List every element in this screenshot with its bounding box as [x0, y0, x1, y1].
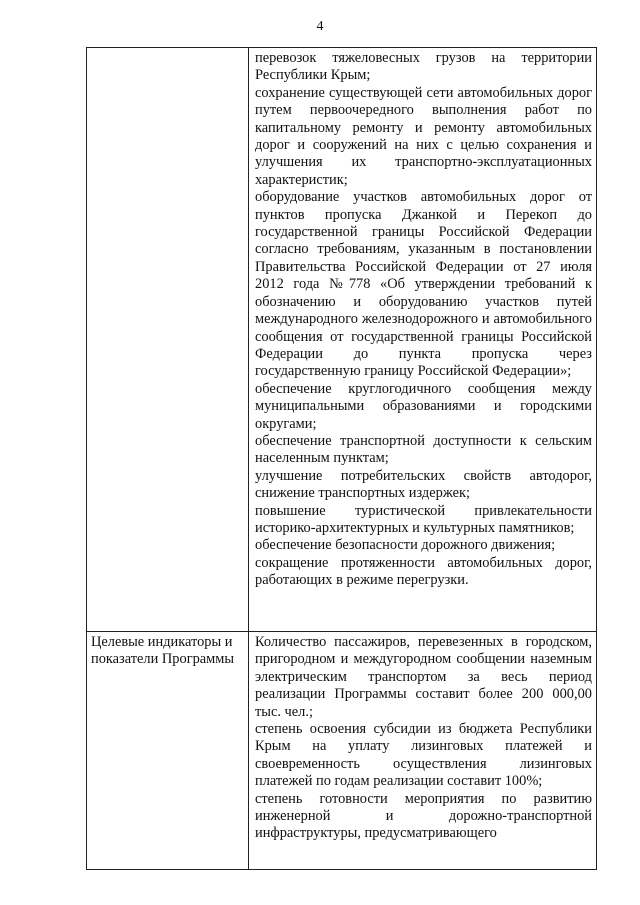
- program-passport-table: [86, 47, 597, 870]
- list-item: оборудование участков автомобильных дорог от пунктов пропуска Джанкой и Перекоп до государственной границы Российской Федерации согласно требованиям, указанным в постановлении Правительства Российской Федерации от 27 июля 2012 года №778 «Об утверждении требований к обозначению и оборудованию участков путей международного железнодорожного и автомобильного сообщения от государственной границы Российской Федерации до пункта пропуска через государственную границу Российской Федерации»;: [255, 189, 592, 380]
- list-item: степень освоения субсидии из бюджета Республики Крым на уплату лизинговых платежей и своевременность осуществления лизинговых платежей по годам реализации составит 100%;: [255, 721, 592, 790]
- row-content-cell: [249, 48, 597, 632]
- list-item: степень готовности мероприятия по развитию инженерной и дорожно-транспортной инфраструктуры, предусматривающего: [255, 790, 592, 842]
- row-label-cell: [87, 48, 249, 632]
- table-row: [87, 632, 597, 870]
- list-item: обеспечение транспортной доступности к сельским населенным пунктам;: [255, 432, 592, 467]
- list-item: перевозок тяжеловесных грузов на территории Республики Крым;: [255, 50, 592, 84]
- row-content-cell: [249, 632, 597, 870]
- list-item: обеспечение безопасности дорожного движения;: [255, 537, 556, 554]
- list-item: обеспечение круглогодичного сообщения между муниципальными образованиями и городскими округами;: [255, 380, 592, 432]
- table-row: [87, 48, 597, 632]
- list-item: сохранение существующей сети автомобильных дорог путем первоочередного выполнения работ по капитальному ремонту и ремонту автомобильных дорог и сооружений на них с целью сохранения и улучшения их транспортно-эксплуатационных характеристик;: [255, 84, 592, 188]
- list-item: улучшение потребительских свойств автодорог, снижение транспортных издержек;: [255, 467, 592, 502]
- list-item: повышение туристической привлекательности историко-архитектурных и культурных памятников;: [255, 502, 592, 536]
- list-item: сокращение протяженности автомобильных дорог, работающих в режиме перегрузки.: [255, 554, 592, 589]
- row-label-cell: Целевые индикаторы и показатели Программы: [87, 632, 249, 870]
- list-item: Количество пассажиров, перевезенных в городском, пригородном и междугородном сообщении наземным электрическим транспортом за весь период реализации Программы составит более 200 000,00 тыс. чел.;: [255, 634, 592, 720]
- page-number: 4: [316, 19, 324, 34]
